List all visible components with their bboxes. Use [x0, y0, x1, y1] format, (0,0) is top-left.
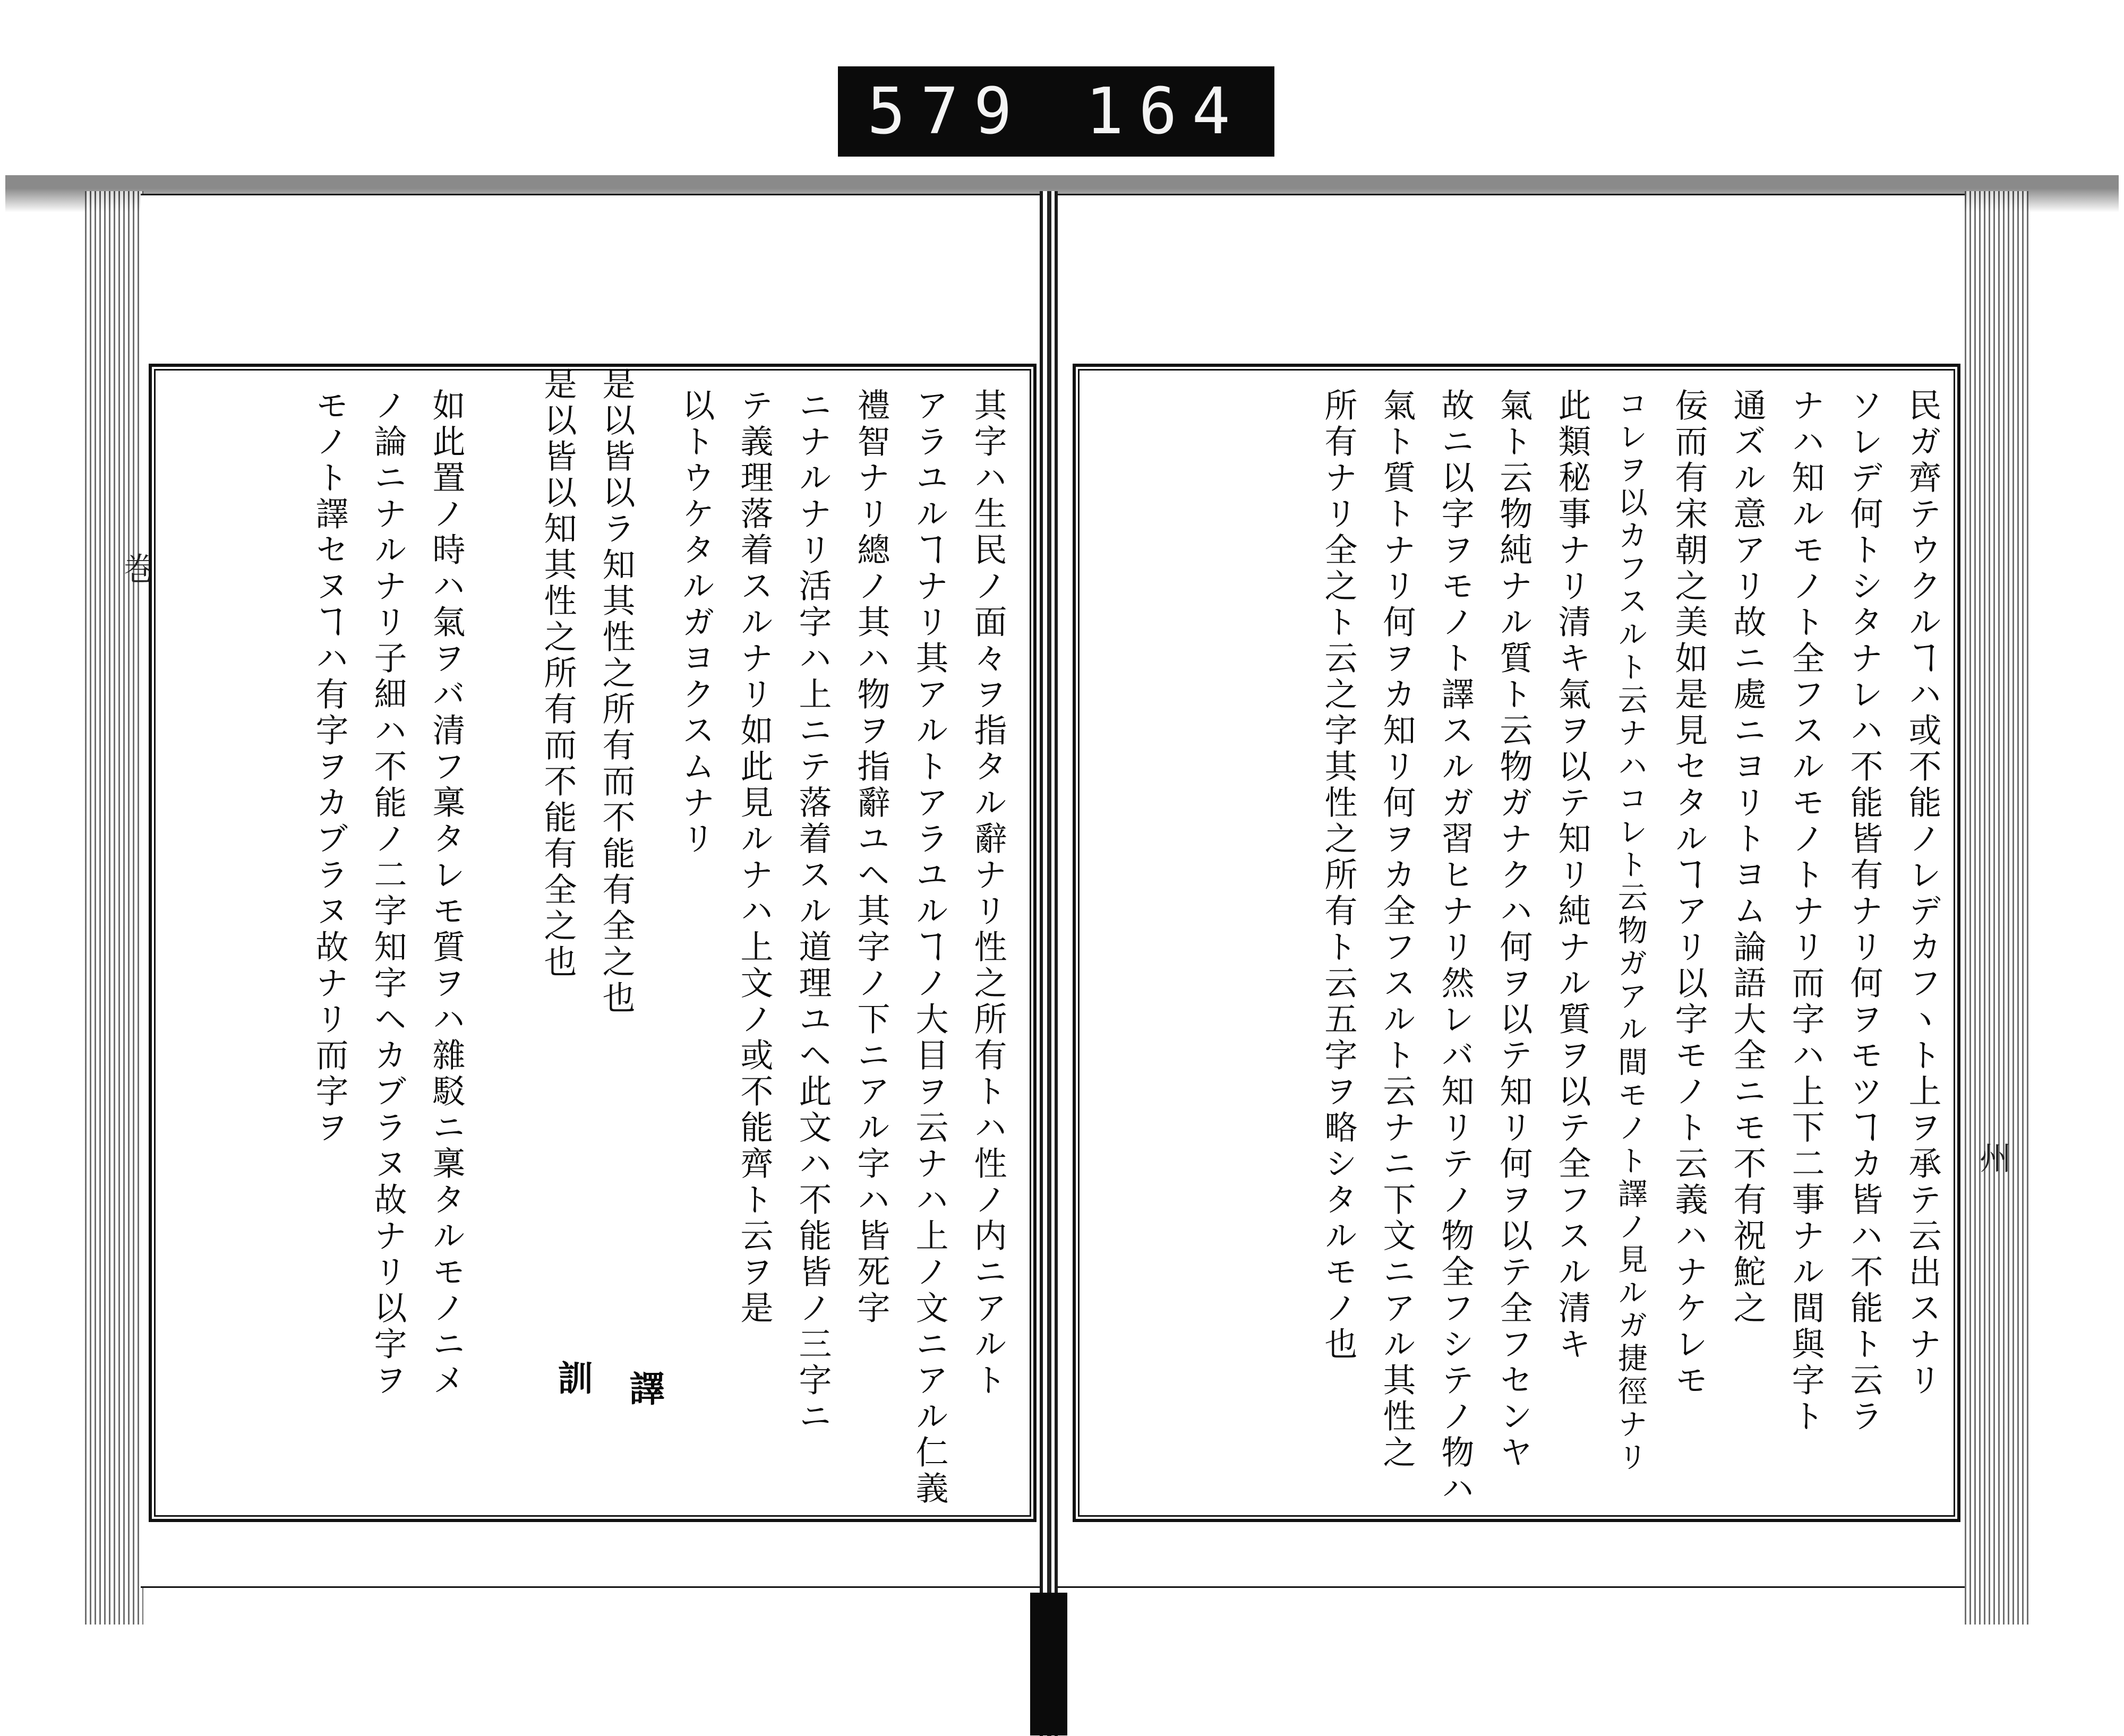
left-col-6: 以トウケタルガヨクスムナリ: [676, 388, 715, 857]
left-col-5: テ義理落着スルナリ如此見ルナハ上文ノ或不能齊ト云ヲ是: [735, 388, 774, 1327]
catalog-label: [838, 66, 1274, 157]
right-page-edges: [1965, 191, 2028, 1625]
right-col-5: 佞而有宋朝之美如是見セタルヿアリ以字モノト云義ハナケレモ: [1669, 388, 1708, 1399]
right-col-6: コレヲ以カフスルト云ナハコレト云物ガアル間モノト譯ノ見ルガ捷徑ナリ: [1613, 388, 1648, 1474]
right-col-3: ナハ知ルモノト全フスルモノトナリ而字ハ上下二事ナル間與字ト: [1786, 388, 1825, 1435]
passage-line-4: ノ論ニナルナリ子細ハ不能ノ二字知字ヘカブラヌ故ナリ以字ヲ: [369, 388, 407, 1399]
left-col-1: 其字ハ生民ノ面々ヲ指タル辭ナリ性之所有トハ性ノ内ニアルト: [969, 388, 1007, 1399]
left-col-2: アラユルヿナリ其アルトアラユルヿノ大目ヲ云ナハ上ノ文ニアル仁義: [910, 388, 949, 1507]
book-gutter: [1040, 191, 1058, 1736]
catalog-number-left: 579: [867, 74, 1027, 149]
heading-kun: 訓: [552, 1360, 593, 1416]
passage-line-1: 是以皆以ラ知其性之所有而不能有全之也: [597, 367, 636, 1017]
right-col-11: 所有ナリ全之ト云之字其性之所有ト云五字ヲ略シタルモノ也: [1319, 388, 1358, 1363]
passage-line-2: 是以皆以知其性之所有而不能有全之也: [538, 367, 577, 981]
passage-line-5: モノト譯セヌヿハ有字ヲカブラヌ故ナリ而字ヲ: [310, 388, 349, 1146]
left-margin-mark: 巻: [118, 552, 156, 584]
right-col-1: 民ガ齊テウクルヿハ或不能ノレデカフヽト上ヲ承テ云出スナリ: [1903, 388, 1942, 1399]
left-text-frame: [149, 364, 1037, 1522]
right-col-8: 氣ト云物純ナル質ト云物ガナクハ何ヲ以テ知リ何ヲ以テ全フセンヤ: [1494, 388, 1533, 1471]
right-text-frame: [1073, 364, 1960, 1522]
right-margin-mark: 州: [1974, 1141, 2011, 1173]
right-col-4: 通ズル意アリ故ニ處ニヨリトヨム論語大全ニモ不有祝鮀之: [1728, 388, 1767, 1327]
right-col-2: ソレデ何トシタナレハ不能皆有ナリ何ヲモツヿカ皆ハ不能ト云ラ: [1845, 388, 1883, 1435]
passage-line-3: 如此置ノ時ハ氣ヲバ清フ稟タレモ質ヲハ雜駁ニ稟タルモノニメ: [427, 388, 466, 1399]
left-col-3: 禮智ナリ總ノ其ハ物ヲ指辭ユヘ其字ノ下ニアル字ハ皆死字: [852, 388, 890, 1327]
heading-yaku: 譯: [623, 1370, 665, 1426]
right-col-9: 故ニ以字ヲモノト譯スルガ習ヒナリ然レバ知リテノ物全フシテノ物ハ: [1436, 388, 1475, 1507]
right-col-7: 此類秘事ナリ清キ氣ヲ以テ知リ純ナル質ヲ以テ全フスル清キ: [1553, 388, 1591, 1363]
right-col-10: 氣ト質トナリ何ヲカ知リ何ヲカ全フスルト云ナニ下文ニアル其性之: [1377, 388, 1416, 1471]
left-col-4: ニナルナリ活字ハ上ニテ落着スル道理ユヘ此文ハ不能皆ノ三字ニ: [793, 388, 832, 1435]
left-page-edges: [85, 191, 143, 1625]
bookmark-ribbon: [1030, 1593, 1067, 1735]
catalog-number-right: 164: [1085, 74, 1245, 149]
